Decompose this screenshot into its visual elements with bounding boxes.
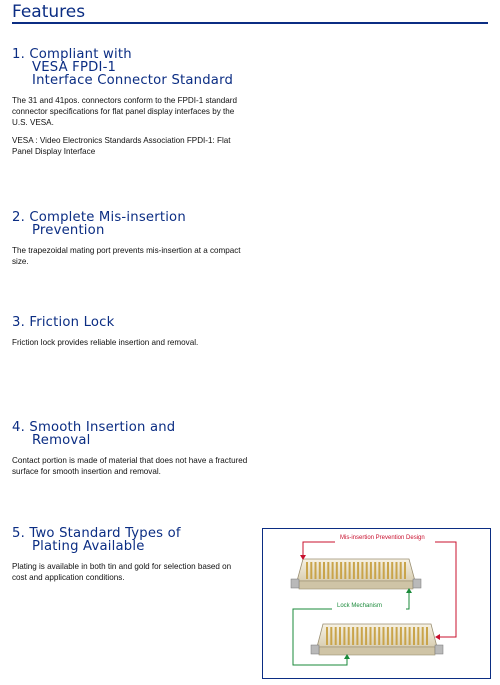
connector-figure [262, 528, 491, 679]
mis-insertion-label: Mis-insertion Prevention Design [340, 535, 425, 541]
mis-insertion-arrows [303, 542, 456, 637]
feature-1 [12, 48, 248, 157]
feature-3-text: Friction lock provides reliable insertion and removal. [12, 338, 199, 347]
feature-1-note: VESA : Video Electronics Standards Association FPDI-1: Flat Panel Display Interface [12, 136, 231, 156]
feature-3 [12, 316, 248, 348]
feature-5-text: Plating is available in both tin and gold for selection based on cost and application conditions. [12, 562, 232, 582]
feature-3-title: 3. Friction Lock [12, 315, 115, 330]
feature-1-title: 1. Compliant with VESA FPDI-1 Interface Connector Standard [12, 47, 234, 88]
page-title: Features [12, 2, 86, 22]
feature-5-title: 5. Two Standard Types of Plating Available [12, 526, 181, 554]
feature-2-text: The trapezoidal mating port prevents mis-insertion at a compact size. [12, 246, 241, 266]
feature-4-text: Contact portion is made of material that does not have a fractured surface for smooth insertion and removal. [12, 456, 248, 476]
feature-1-text: The 31 and 41pos. connectors conform to the FPDI-1 standard connector specifications for flat panel display interfaces by the U.S. VESA. [12, 96, 237, 127]
connector-bottom [311, 624, 443, 655]
title-rule [12, 22, 488, 24]
feature-4-title: 4. Smooth Insertion and Removal [12, 420, 176, 448]
feature-5 [12, 527, 248, 583]
lock-mechanism-label: Lock Mechanism [337, 603, 383, 609]
feature-2 [12, 211, 248, 267]
feature-2-title: 2. Complete Mis-insertion Prevention [12, 210, 186, 238]
feature-4 [12, 421, 248, 477]
connector-top [291, 559, 421, 589]
